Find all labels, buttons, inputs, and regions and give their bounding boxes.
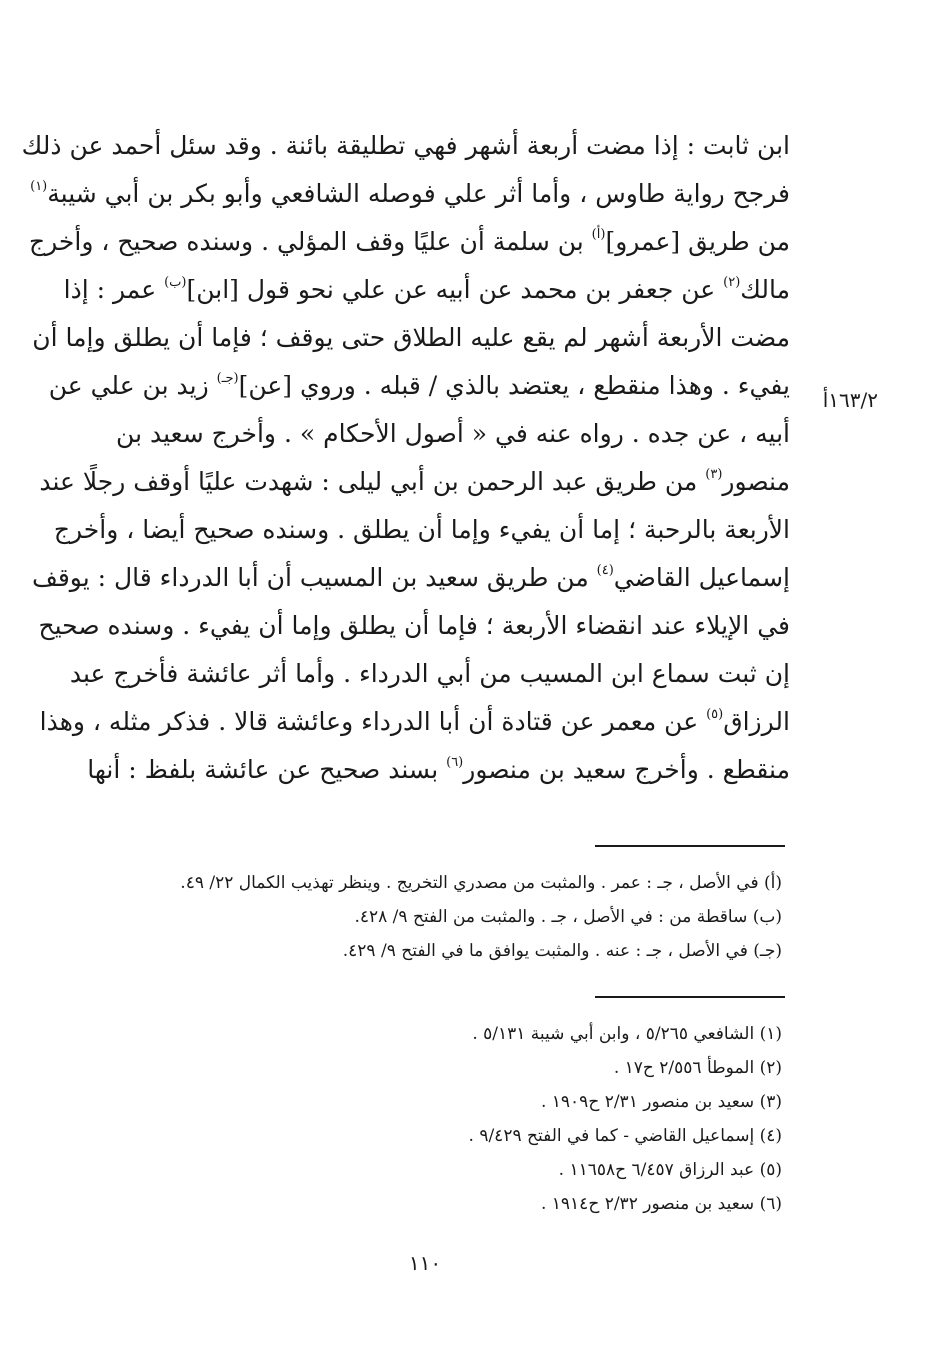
text-segment: في الإيلاء عند انقضاء الأربعة ؛ فإما أن يطلق وإما أن يفيء . وسنده صحيح	[38, 611, 790, 640]
text-segment: عمر : إذا	[63, 275, 165, 304]
text-line-14	[87, 746, 790, 794]
text-segment: مضت الأربعة أشهر لم يقع عليه الطلاق حتى يوقف ؛ فإما أن يطلق وإما أن	[32, 323, 790, 352]
text-segment: زيد بن علي عن	[48, 371, 217, 400]
main-text-block	[21, 122, 790, 794]
text-segment: إسماعيل القاضي	[613, 563, 790, 592]
source-note-2: (٢) الموطأ ٢/٥٥٦ ح١٧ .	[613, 1058, 782, 1078]
text-line-11	[38, 602, 790, 650]
text-segment: من طريق [عمرو]	[605, 227, 790, 256]
footnote-ref-4: (٤)	[596, 563, 614, 578]
source-notes	[122, 1017, 782, 1221]
text-segment: يفيء . وهذا منقطع ، يعتضد بالذي / قبله . وروي [عن]	[238, 371, 790, 400]
apparatus-ref-a: (أ)	[591, 227, 606, 242]
text-line-12	[69, 650, 790, 698]
text-segment: منقطع . وأخرج سعيد بن منصور	[463, 755, 790, 784]
text-line-3	[28, 218, 790, 266]
text-segment: الرزاق	[723, 707, 790, 736]
apparatus-note-a: (أ) في الأصل ، جـ : عمر . والمثبت من مصدري التخريج . وينظر تهذيب الكمال ٢٢/ ٤٩.	[180, 873, 782, 893]
apparatus-note-c: (جـ) في الأصل ، جـ : عنه . والمثبت يوافق ما في الفتح ٩/ ٤٢٩.	[342, 941, 782, 961]
footnote-ref-6: (٦)	[446, 755, 464, 770]
text-segment: بسند صحيح عن عائشة بلفظ : أنها	[87, 755, 447, 784]
text-line-10	[31, 554, 790, 602]
text-segment: ابن ثابت : إذا مضت أربعة أشهر فهي تطليقة بائنة . وقد سئل أحمد عن ذلك	[21, 131, 790, 160]
footnote-divider-apparatus	[595, 845, 785, 847]
text-line-9	[53, 506, 790, 554]
text-line-7	[116, 410, 790, 458]
apparatus-notes	[122, 866, 782, 968]
manuscript-folio-marker: ١٦٣/٢أ	[822, 388, 878, 412]
text-segment: عن جعفر بن محمد عن أبيه عن علي نحو قول [ابن]	[186, 275, 724, 304]
text-segment: أبيه ، عن جده . رواه عنه في « أصول الأحكام » . وأخرج سعيد بن	[116, 419, 790, 448]
footnote-ref-2: (٢)	[723, 275, 741, 290]
text-line-5	[32, 314, 790, 362]
source-note-1: (١) الشافعي ٥/٢٦٥ ، وابن أبي شيبة ٥/١٣١ .	[472, 1024, 782, 1044]
apparatus-note-b: (ب) ساقطة من : في الأصل ، جـ . والمثبت من الفتح ٩/ ٤٢٨.	[354, 907, 782, 927]
source-note-3: (٣) سعيد بن منصور ٢/٣١ ح١٩٠٩ .	[540, 1092, 782, 1112]
page-number: ١١٠	[408, 1251, 442, 1275]
text-line-13	[39, 698, 790, 746]
source-note-4: (٤) إسماعيل القاضي - كما في الفتح ٩/٤٢٩ .	[468, 1126, 782, 1146]
text-segment: من طريق سعيد بن المسيب أن أبا الدرداء قال : يوقف	[31, 563, 597, 592]
text-segment: من طريق عبد الرحمن بن أبي ليلى : شهدت عليًا أوقف رجلًا عند	[39, 467, 706, 496]
apparatus-ref-c: (جـ)	[216, 371, 239, 386]
footnote-divider-sources	[595, 996, 785, 998]
text-segment: إن ثبت سماع ابن المسيب من أبي الدرداء . وأما أثر عائشة فأخرج عبد	[69, 659, 790, 688]
text-segment: فرجح رواية طاوس ، وأما أثر علي فوصله الشافعي وأبو بكر بن أبي شيبة	[47, 179, 790, 208]
text-segment: بن سلمة أن عليًا وقف المؤلي . وسنده صحيح ، وأخرج	[28, 227, 592, 256]
text-segment: منصور	[722, 467, 790, 496]
text-line-8	[39, 458, 790, 506]
text-segment: الأربعة بالرحبة ؛ إما أن يفيء وإما أن يطلق . وسنده صحيح أيضا ، وأخرج	[53, 515, 790, 544]
text-segment: عن معمر عن قتادة أن أبا الدرداء وعائشة قالا . فذكر مثله ، وهذا	[39, 707, 707, 736]
apparatus-ref-b: (ب)	[164, 275, 187, 290]
footnote-ref-5: (٥)	[706, 707, 724, 722]
source-note-6: (٦) سعيد بن منصور ٢/٣٢ ح١٩١٤ .	[540, 1194, 782, 1214]
footnote-ref-3: (٣)	[705, 467, 723, 482]
source-note-5: (٥) عبد الرزاق ٦/٤٥٧ ح١١٦٥٨ .	[558, 1160, 782, 1180]
text-line-6	[48, 362, 790, 410]
text-line-4	[63, 266, 790, 314]
text-segment: مالك	[740, 275, 790, 304]
footnote-ref-1: (١)	[30, 179, 48, 194]
text-line-1	[21, 122, 790, 170]
text-line-2	[30, 170, 790, 218]
